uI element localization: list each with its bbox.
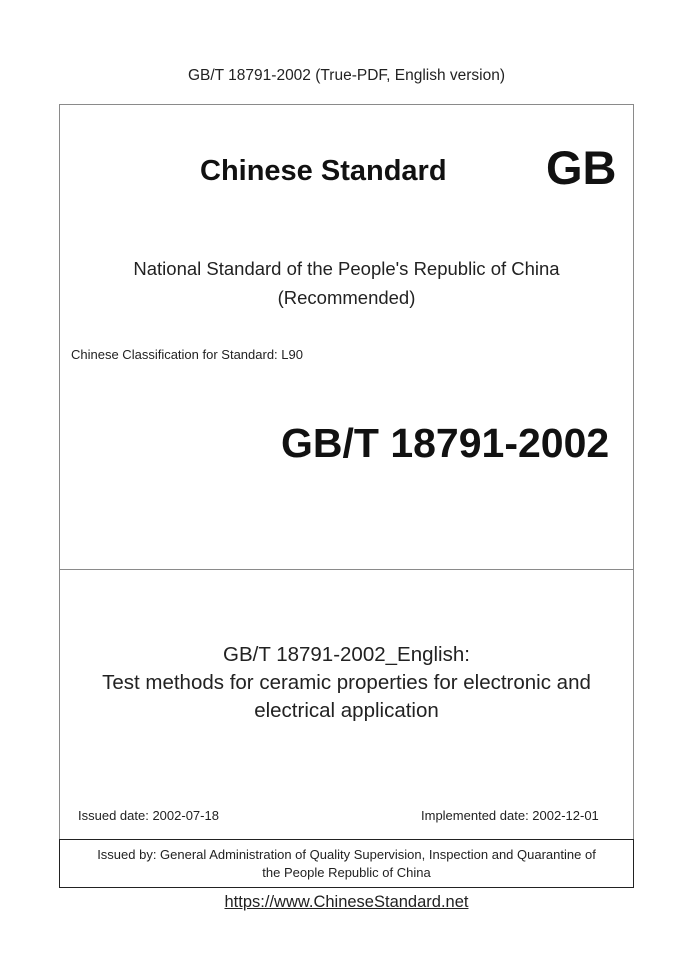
classification-text: Chinese Classification for Standard: L90	[71, 347, 303, 362]
title-code-line: GB/T 18791-2002_English:	[223, 643, 470, 666]
title-line-3: electrical application	[254, 699, 439, 722]
standard-code: GB/T 18791-2002	[281, 420, 610, 466]
title-line-2: Test methods for ceramic properties for electronic and	[102, 671, 591, 694]
chinese-standard-heading: Chinese Standard	[200, 155, 447, 187]
national-standard-line: National Standard of the People's Republic of China	[133, 258, 560, 279]
issued-date: Issued date: 2002-07-18	[78, 808, 219, 823]
issuer-text	[59, 846, 634, 882]
implemented-date: Implemented date: 2002-12-01	[421, 808, 599, 823]
website-link[interactable]: https://www.ChineseStandard.net	[224, 893, 469, 911]
document-header: GB/T 18791-2002 (True-PDF, English version)	[187, 67, 506, 84]
recommended-line: (Recommended)	[277, 287, 416, 308]
gb-mark: GB	[546, 141, 617, 194]
issuer-line-2: the People Republic of China	[262, 865, 431, 880]
issuer-line-1: Issued by: General Administration of Quality Supervision, Inspection and Quarantine of	[97, 847, 596, 862]
